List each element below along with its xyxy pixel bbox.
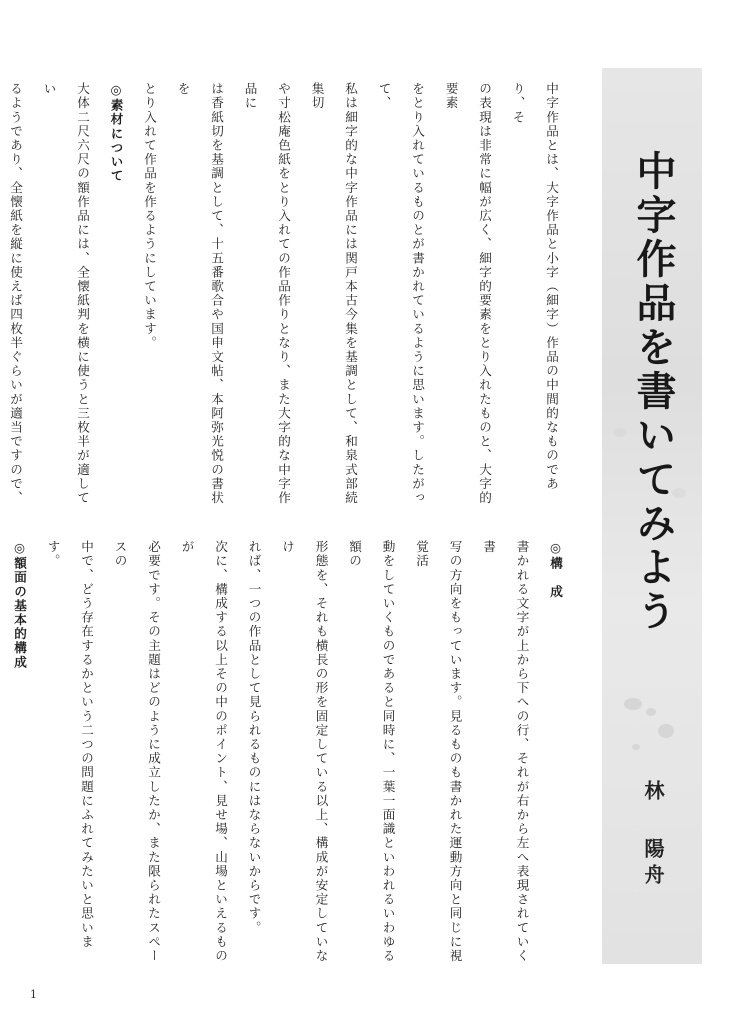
text-line: 私は細字的な中字作品には関戸本古今集を基調として、和泉式部続集切 (309, 82, 358, 505)
text-line: の表現は非常に幅が広く、細字的要素をとり入れたものと、大字的要素 (443, 82, 492, 505)
text-line: 必要です。その主題はどのように成立したか、また限られたスペースの (112, 540, 161, 963)
section-heading-materials: ◎素材について (108, 82, 124, 184)
ink-splash (624, 698, 642, 710)
text-line: 形態を、それも横長の形を固定している以上、構成が安定していなけ (280, 540, 329, 963)
author-surname: 林 (641, 780, 665, 800)
ink-splash (614, 428, 626, 437)
upper-text-block (8, 82, 568, 512)
section-heading-basic-composition: ◎額面の基本的構成 (12, 540, 27, 670)
text-line: 中字作品とは、大字作品と小字（細字）作品の中間的なものであり、そ (510, 82, 559, 491)
lower-text-block (12, 540, 572, 970)
page-number: 1 (30, 988, 37, 1001)
text-line (0, 540, 3, 970)
text-line: 写の方向をもっています。見るものも書かれた運動方向と同じに視覚活 (414, 540, 463, 963)
ink-splash (632, 744, 640, 750)
page-title: 中字作品を書いてみよう (630, 150, 676, 634)
text-line: 大体二尺六尺の額作品には、全懐紙判を横に使うと三枚半が適してい (41, 82, 90, 505)
text-line: れば、一つの作品として見られるものにはならないからです。 (246, 540, 262, 935)
ink-splash (658, 724, 674, 738)
text-line: は香紙切を基調として、十五番歌合や国申文帖、本阿弥光悦の書状を (175, 82, 224, 505)
text-line: 動をしていくものであると同時に、一葉一面識といわれるいわゆる額の (347, 540, 396, 963)
text-line: や寸松庵色紙をとり入れての作品作りとなり、また大字的な中字作品に (242, 82, 291, 505)
text-line: とり入れて作品を作るようにしています。 (142, 82, 157, 350)
text-line: 中で、どう存在するかという二つの問題にふれてみたいと思います。 (45, 540, 94, 949)
author-given-name: 陽舟 (641, 838, 665, 890)
text-line: 書かれる文字が上から下への行、それが右から左へ表現されていく書 (481, 540, 530, 963)
ink-splash (646, 708, 656, 716)
text-line: るようであり、全懐紙を縦に使えば四枚半ぐらいが適当ですので、 (8, 82, 23, 505)
text-line: をとり入れているものとが書かれているように思います。したがって、 (376, 82, 425, 505)
text-line: 次に、構成する以上その中のポイント、見せ場、山場といえるものが (179, 540, 228, 963)
section-heading-composition: ◎構 成 (548, 540, 563, 599)
